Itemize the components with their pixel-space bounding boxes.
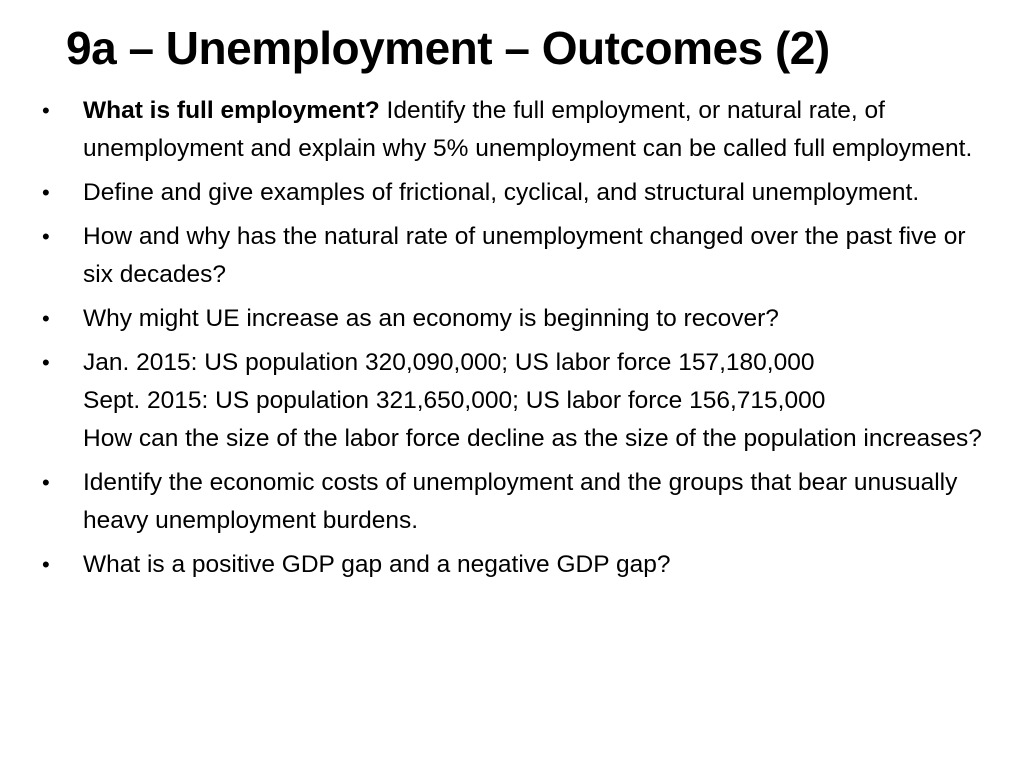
slide-title: 9a – Unemployment – Outcomes (2) (66, 22, 830, 74)
bullet-dot-icon: • (42, 470, 50, 495)
bullet-item (40, 300, 990, 338)
bullet-dot-icon: • (42, 224, 50, 249)
bullet-text: What is a positive GDP gap and a negative GDP gap? (83, 551, 671, 578)
bullet-text: Define and give examples of frictional, cyclical, and structural unemployment. (83, 179, 920, 206)
bullet-dot-icon: • (42, 180, 50, 205)
bullet-line: Jan. 2015: US population 320,090,000; US labor force 157,180,000 (83, 349, 815, 376)
bullet-text: How and why has the natural rate of unemployment changed over the past five or six decades? (83, 223, 966, 288)
bullet-dot-icon: • (42, 306, 50, 331)
bullet-text (83, 344, 990, 458)
bullet-item (40, 92, 990, 168)
bullet-dot-icon: • (42, 552, 50, 577)
bullet-dot-icon: • (42, 98, 50, 123)
bullet-item (40, 344, 990, 458)
bullet-text: Why might UE increase as an economy is beginning to recover? (83, 305, 779, 332)
bullet-bold-text: What is full employment? (83, 97, 380, 124)
bullet-line: How can the size of the labor force decline as the size of the population increases? (83, 425, 982, 452)
bullet-dot-icon: • (42, 350, 50, 375)
bullet-line: Sept. 2015: US population 321,650,000; US labor force 156,715,000 (83, 387, 826, 414)
bullet-item (40, 174, 990, 212)
bullet-item (40, 218, 990, 294)
bullet-text: Identify the economic costs of unemployment and the groups that bear unusually heavy unemployment burdens. (83, 469, 958, 534)
bullet-item (40, 464, 990, 540)
bullet-body-text: Identify the full employment, or natural rate, of unemployment and explain why 5% unemployment can be called full employment. (83, 97, 973, 162)
bullet-text (83, 97, 972, 162)
bullet-list (40, 92, 990, 590)
bullet-item (40, 546, 990, 584)
